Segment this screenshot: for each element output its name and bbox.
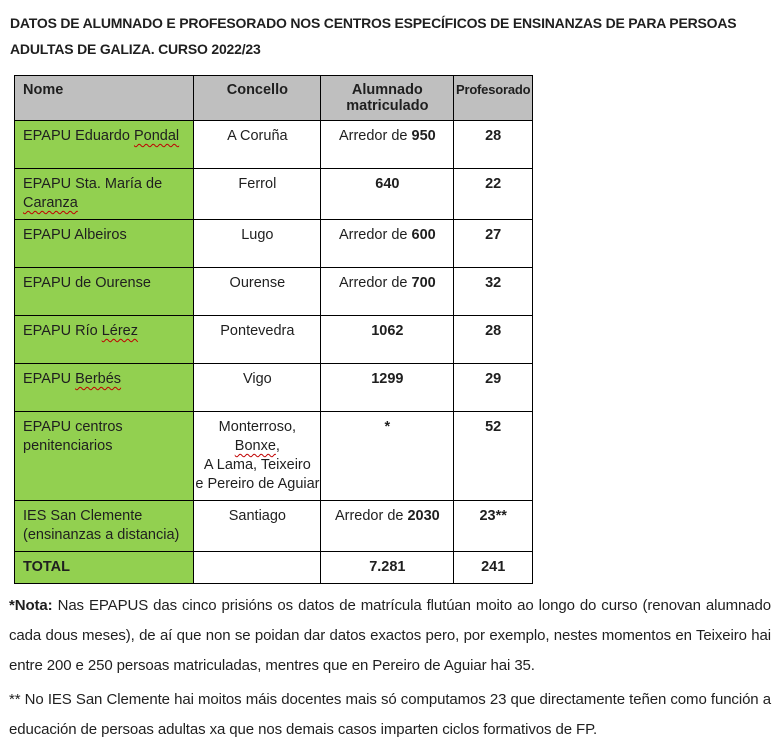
table-row: [15, 220, 533, 268]
cell-concello: Ourense: [194, 268, 321, 316]
misspelled-word: Lérez: [101, 323, 138, 339]
column-header-alumnado: Alumnado matriculado: [321, 76, 454, 121]
cell-name: EPAPU de Ourense: [15, 268, 194, 316]
cell-concello: Lugo: [194, 220, 321, 268]
cell-concello: Ferrol: [194, 169, 321, 220]
table-header-row: [15, 76, 533, 121]
cell-name: TOTAL: [15, 552, 194, 584]
cell-students: 1299: [321, 364, 454, 412]
column-header-profesorado: Profesorado: [454, 76, 533, 121]
cell-name: EPAPU Albeiros: [15, 220, 194, 268]
misspelled-word: Bonxe: [234, 438, 276, 454]
table-row: [15, 169, 533, 220]
cell-students: 640: [321, 169, 454, 220]
footnote-1: *Nota: Nas EPAPUS das cinco prisións os datos de matrícula flutúan moito ao longo do curso (renovan alumnado cada dous meses), de aí que non se poidan dar datos exactos pero, por exemplo, nestes momentos en Teixeiro hai entre 200 e 250 persoas matriculadas, mentres que en Pereiro de Aguiar hai 35.: [9, 597, 771, 674]
cell-concello: Santiago: [194, 501, 321, 552]
cell-students: *: [321, 412, 454, 501]
table-row: [15, 412, 533, 501]
table-row: [15, 268, 533, 316]
misspelled-word: Pondal: [133, 128, 180, 144]
cell-concello: Vigo: [194, 364, 321, 412]
cell-teachers: 22: [454, 169, 533, 220]
cell-concello: [194, 552, 321, 584]
cell-teachers: 28: [454, 316, 533, 364]
cell-teachers: 29: [454, 364, 533, 412]
cell-concello: A Coruña: [194, 121, 321, 169]
column-header-nome: Nome: [15, 76, 194, 121]
table-row: [15, 501, 533, 552]
cell-teachers: 32: [454, 268, 533, 316]
misspelled-word: Berbés: [75, 371, 122, 387]
cell-name: IES San Clemente (ensinanzas a distancia): [15, 501, 194, 552]
data-table: [14, 75, 533, 584]
cell-teachers: 241: [454, 552, 533, 584]
cell-students: Arredor de 950: [321, 121, 454, 169]
cell-students: Arredor de 600: [321, 220, 454, 268]
table-row-total: [15, 552, 533, 584]
cell-name: EPAPU centros penitenciarios: [15, 412, 194, 501]
cell-name: EPAPU Sta. María de Caranza: [15, 169, 194, 220]
cell-teachers: 52: [454, 412, 533, 501]
cell-students: 7.281: [321, 552, 454, 584]
column-header-concello: Concello: [194, 76, 321, 121]
cell-name: EPAPU Berbés: [15, 364, 194, 412]
table-row: [15, 364, 533, 412]
table-row: [15, 316, 533, 364]
cell-concello: Monterroso, Bonxe, A Lama, Teixeiro e Pereiro de Aguiar: [194, 412, 321, 501]
table-row: [15, 121, 533, 169]
cell-name: EPAPU Eduardo Pondal: [15, 121, 194, 169]
cell-teachers: 23**: [454, 501, 533, 552]
cell-students: 1062: [321, 316, 454, 364]
cell-students: Arredor de 2030: [321, 501, 454, 552]
cell-teachers: 28: [454, 121, 533, 169]
cell-teachers: 27: [454, 220, 533, 268]
misspelled-word: Caranza: [23, 195, 78, 211]
document-title: DATOS DE ALUMNADO E PROFESORADO NOS CENTROS ESPECÍFICOS DE ENSINANZAS DE PARA PERSOAS ADULTAS DE GALIZA. CURSO 2022/23: [10, 15, 737, 57]
footnote-2: ** No IES San Clemente hai moitos máis docentes mais só computamos 23 que directamente teñen como función a educación de persoas adultas xa que nos demais casos imparten ciclos formativos de FP.: [9, 691, 771, 738]
cell-name: EPAPU Río Lérez: [15, 316, 194, 364]
cell-concello: Pontevedra: [194, 316, 321, 364]
cell-students: Arredor de 700: [321, 268, 454, 316]
document-page: [9, 10, 771, 745]
footnotes: [9, 591, 771, 745]
